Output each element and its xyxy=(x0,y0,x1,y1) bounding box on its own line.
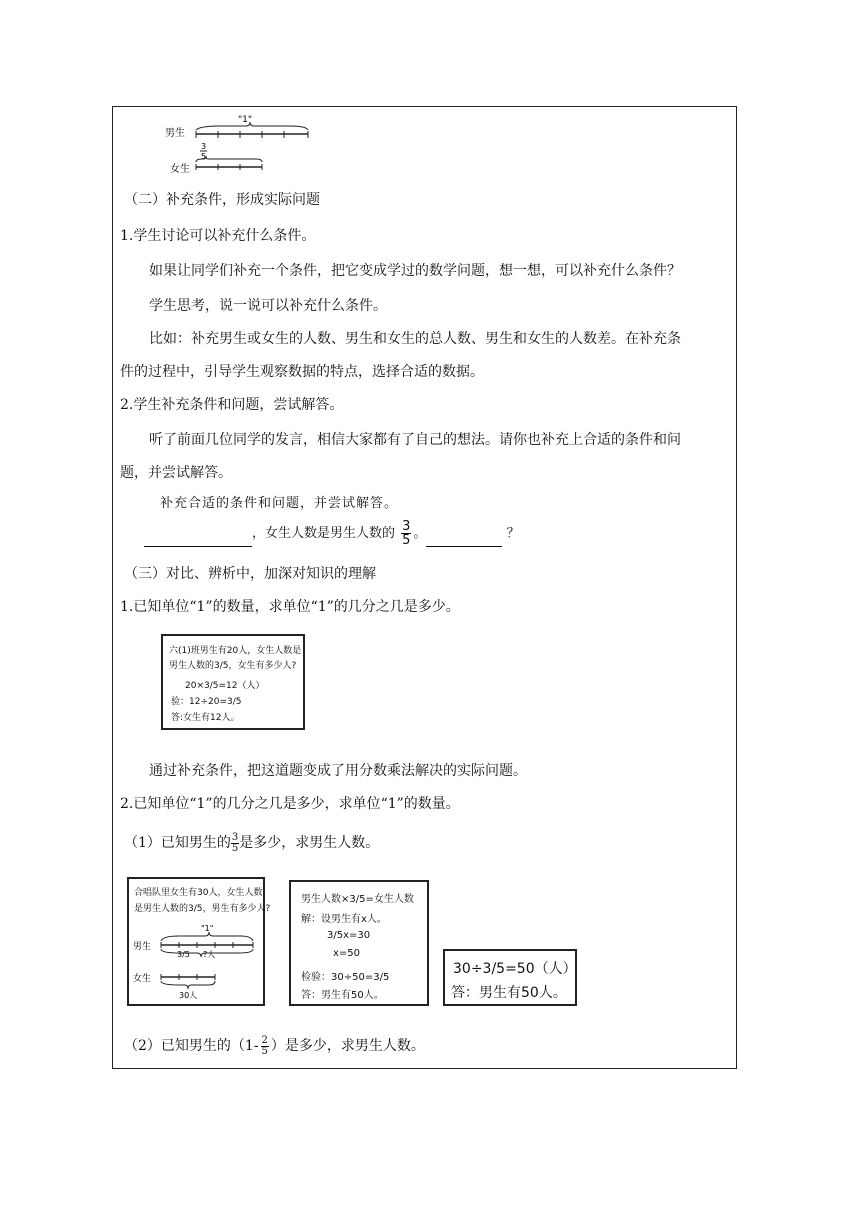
box1-line1: 六(1)班男生有20人，女生人数是 xyxy=(169,646,302,656)
section2-paragraph2: 学生思考，说一说可以补充什么条件。 xyxy=(149,298,387,314)
box3-line3: 3/5x=30 xyxy=(327,930,371,941)
section2-item2: 2.学生补充条件和问题，尝试解答。 xyxy=(120,397,344,413)
diagram-frac-den: 5 xyxy=(201,152,207,161)
section3-item2: 2.已知单位“1”的几分之几是多少，求单位“1”的数量。 xyxy=(120,796,460,812)
box2-label-boys: 男生 xyxy=(133,942,152,952)
fill-task-instruction: 补充合适的条件和问题，并尝试解答。 xyxy=(160,496,399,511)
fill-task-fraction: $\frac{3}{5}$ xyxy=(402,519,411,548)
box2-unknown: ?人 xyxy=(203,950,216,959)
box3-line5: 检验：30÷50=3/5 xyxy=(301,972,390,983)
box2-diagram xyxy=(129,919,263,1005)
box1-line5: 答:女生有12人。 xyxy=(171,713,240,723)
section3-heading: （三）对比、辨析中，加深对知识的理解 xyxy=(124,566,376,582)
box3-line2: 解：设男生有x人。 xyxy=(301,914,387,925)
diagram-frac-num: 3 xyxy=(201,142,207,151)
section3-item1: 1.已知单位“1”的数量，求单位“1”的几分之几是多少。 xyxy=(120,599,460,615)
section3-sub1: （1）已知男生的 $\frac{3}{5}$ 是多少，求男生人数。 xyxy=(124,831,380,854)
diagram-label-one: "1" xyxy=(238,115,253,125)
box2-line1: 合唱队里女生有30人，女生人数 xyxy=(134,888,263,898)
handwritten-example-box-1 xyxy=(161,634,305,730)
fill-task-blank-1[interactable] xyxy=(144,546,252,547)
box3-line4: x=50 xyxy=(333,948,361,959)
handwritten-example-box-2 xyxy=(127,877,271,1006)
section3-paragraph1: 通过补充条件，把这道题变成了用分数乘法解决的实际问题。 xyxy=(149,763,527,779)
box2-frac: 3/5 xyxy=(177,950,190,959)
section2-paragraph4-line2: 题，并尝试解答。 xyxy=(120,465,232,481)
box4-line1: 30÷3/5=50（人） xyxy=(453,961,577,977)
fill-task-sentence xyxy=(144,520,520,547)
section2-item1: 1.学生讨论可以补充什么条件。 xyxy=(120,228,316,244)
box2-line2: 是男生人数的3/5，男生有多少人? xyxy=(134,904,271,914)
box1-line4: 验：12÷20=3/5 xyxy=(171,697,242,707)
box2-label-one: "1" xyxy=(201,924,214,933)
handwritten-example-box-3 xyxy=(289,880,429,1006)
line-segment-diagram-top xyxy=(160,112,320,176)
diagram-label-girls: 女生 xyxy=(170,164,190,175)
section2-paragraph1: 如果让同学们补充一个条件，把它变成学过的数学问题，想一想，可以补充什么条件？ xyxy=(149,263,681,279)
box3-line6: 答：男生有50人。 xyxy=(301,990,384,1001)
fill-task-question-mark: ？ xyxy=(506,526,520,541)
fill-task-blank-2[interactable] xyxy=(426,546,502,547)
fill-task-period: 。 xyxy=(413,526,427,541)
section2-heading: （二）补充条件，形成实际问题 xyxy=(124,192,320,208)
box2-label-thirty: 30人 xyxy=(179,991,198,1000)
fill-task-mid: ，女生人数是男生人数的 xyxy=(252,526,396,541)
diagram-label-boys: 男生 xyxy=(165,128,185,139)
box2-label-girls: 女生 xyxy=(133,974,152,984)
box1-line2: 男生人数的3/5，女生有多少人? xyxy=(169,661,297,671)
handwritten-example-box-4 xyxy=(443,949,577,1006)
box1-line3: 20×3/5=12（人） xyxy=(185,681,265,691)
box3-line1: 男生人数×3/5=女生人数 xyxy=(301,894,414,905)
section2-paragraph3-line1: 比如：补充男生或女生的人数、男生和女生的总人数、男生和女生的人数差。在补充条 xyxy=(149,331,681,347)
section2-paragraph4-line1: 听了前面几位同学的发言，相信大家都有了自己的想法。请你也补充上合适的条件和问 xyxy=(149,432,681,448)
box4-line2: 答：男生有50人。 xyxy=(451,985,567,1001)
section3-sub2: （2）已知男生的（1- $\frac{2}{5}$ ）是多少，求男生人数。 xyxy=(124,1034,425,1057)
section2-paragraph3-line2: 件的过程中，引导学生观察数据的特点，选择合适的数据。 xyxy=(120,364,484,380)
